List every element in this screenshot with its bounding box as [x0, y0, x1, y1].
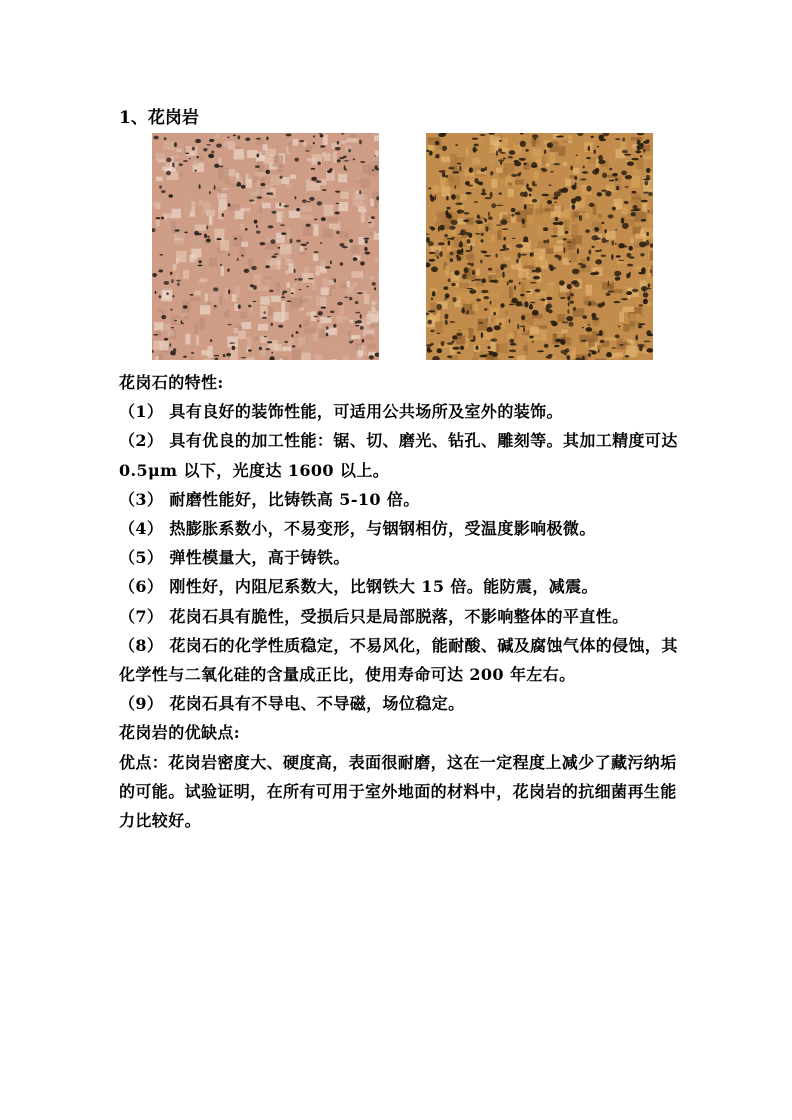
property-number: （8）: [119, 635, 164, 655]
property-number: （3）: [119, 489, 164, 509]
property-number: （7）: [119, 606, 164, 626]
property-text: 花岗石具有不导电、不导磁，场位稳定。: [163, 694, 465, 714]
property-item: [119, 631, 679, 689]
property-number: （1）: [119, 402, 164, 422]
document-body: [119, 368, 679, 835]
pros-paragraph: 优点：花岗岩密度大、硬度高，表面很耐磨，这在一定程度上减少了藏污纳垢的可能。试验证明，在所有可用于室外地面的材料中，花岗岩的抗细菌再生能力比较好。: [119, 752, 677, 831]
section-heading: 1、花岗岩: [119, 108, 199, 128]
property-item: [119, 543, 679, 572]
property-item: [119, 602, 679, 631]
property-number: （9）: [119, 694, 164, 714]
property-text: 刚性好，内阻尼系数大，比钢铁大 15 倍。能防震，减震。: [163, 577, 598, 597]
property-text: 花岗石具有脆性，受损后只是局部脱落，不影响整体的平直性。: [163, 606, 629, 626]
properties-title: 花岗石的特性:: [119, 373, 224, 392]
property-item: [119, 572, 679, 601]
property-text: 具有优良的加工性能：锯、切、磨光、钻孔、雕刻等。其加工精度可达 0.5μm 以下，光度达 1600 以上。: [119, 431, 678, 480]
property-text: 耐磨性能好，比铸铁高 5-10 倍。: [163, 489, 420, 509]
property-item: [119, 397, 679, 426]
property-text: 具有良好的装饰性能，可适用公共场所及室外的装饰。: [163, 402, 563, 422]
property-item: [119, 689, 679, 718]
properties-list: [119, 397, 679, 718]
property-number: （4）: [119, 519, 164, 539]
pros-cons-title: 花岗岩的优缺点:: [119, 723, 241, 743]
property-item: [119, 514, 679, 543]
property-number: （5）: [119, 548, 164, 568]
property-item: [119, 426, 679, 484]
property-number: （6）: [119, 577, 164, 597]
property-item: [119, 485, 679, 514]
pink-granite-image: [152, 133, 379, 360]
property-text: 热膨胀系数小，不易变形，与铟钢相仿，受温度影响极微。: [163, 519, 596, 539]
gold-granite-image: [426, 133, 653, 360]
property-number: （2）: [119, 431, 164, 451]
property-text: 花岗石的化学性质稳定，不易风化，能耐酸、碱及腐蚀气体的侵蚀，其化学性与二氧化硅的含量成正比，使用寿命可达 200 年左右。: [119, 635, 678, 685]
property-text: 弹性模量大，高于铸铁。: [163, 548, 350, 568]
